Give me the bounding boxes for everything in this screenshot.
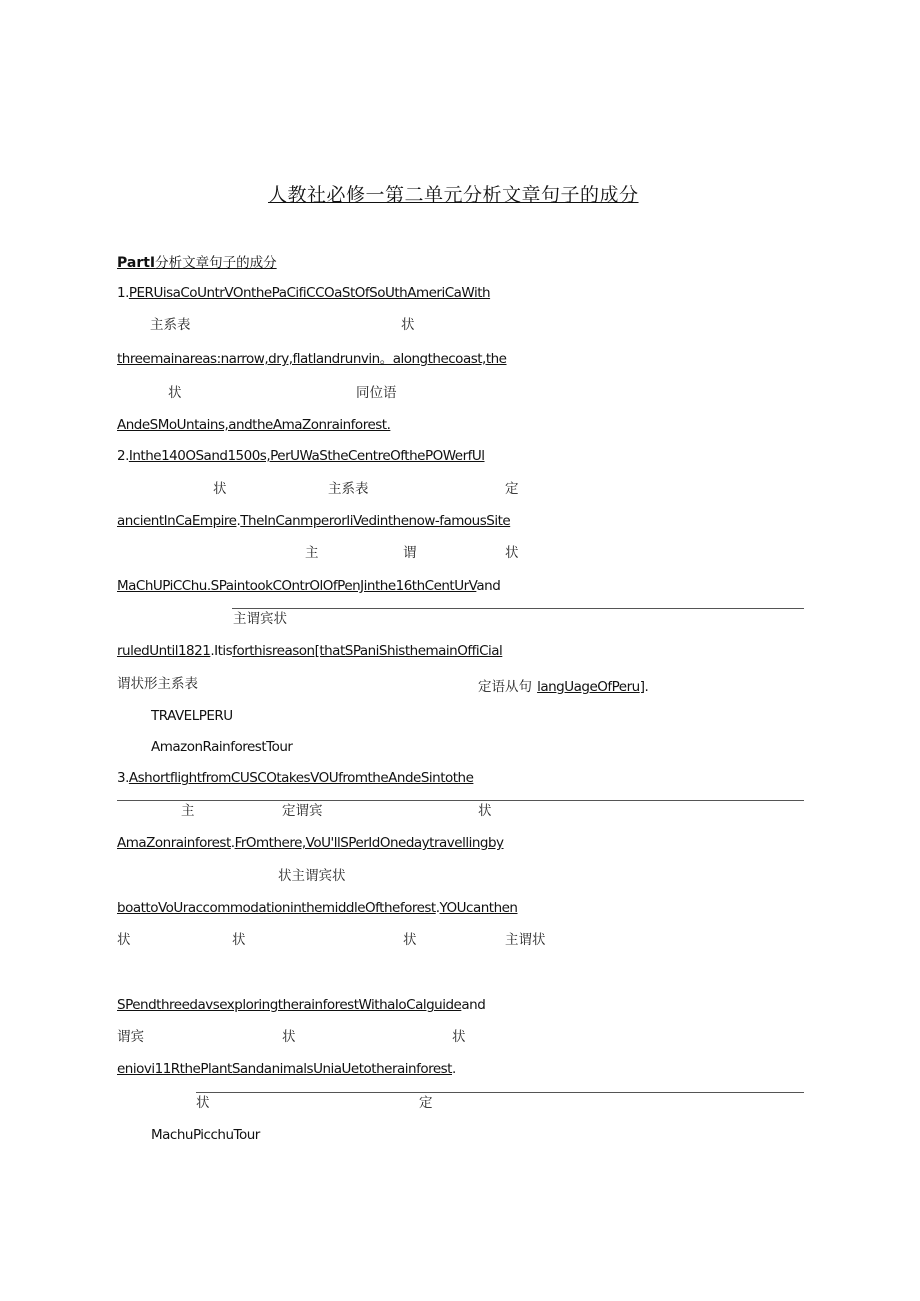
grammar-label: 定 [419, 1095, 433, 1111]
sentence-text: SPendthreedavsexploringtherainforestWithaIoCalguide [117, 997, 462, 1013]
sentence-number: 2. [117, 448, 129, 464]
sentence-number: 3. [117, 770, 129, 786]
grammar-label: 定语从句 [478, 679, 532, 695]
grammar-label: 主系表 [150, 317, 191, 333]
sentence-line [117, 645, 502, 659]
sentence-text: PERUisaCoUntrVOnthePaCifiCCOaStOfSoUthAmeriCaWith [128, 285, 491, 301]
sentence-text: ancientInCaEmpire [117, 513, 237, 529]
sentence-text: and [461, 997, 486, 1013]
divider-line [117, 800, 804, 801]
sentence-text: . [236, 513, 241, 529]
sentence-text: ruledUntil1821 [117, 643, 211, 659]
sentence-number: 1. [117, 285, 129, 301]
grammar-label: 主系表 [328, 481, 369, 497]
divider-line [232, 608, 804, 609]
sentence-text: . [230, 835, 235, 851]
grammar-label: 谓状形主系表 [117, 676, 198, 692]
sentence-text: and [476, 578, 501, 594]
grammar-label: 状主谓宾状 [278, 868, 346, 884]
sentence-line [117, 772, 473, 786]
grammar-label: 状 [282, 1029, 296, 1045]
sentence-text: langUageOfPeru [537, 679, 640, 695]
sentence-text: TheInCanmperorIiVedinthenow-famousSite [240, 513, 511, 529]
sentence-text: AmaZonrainforest [117, 835, 231, 851]
sentence-line [117, 1063, 456, 1077]
sentence-text: . [451, 1061, 456, 1077]
sentence-line [117, 450, 485, 464]
grammar-label: 状 [213, 481, 227, 497]
grammar-label: 主 [305, 545, 319, 561]
grammar-label: 状 [505, 545, 519, 561]
sentence-text: . [435, 900, 440, 916]
heading-tour: AmazonRainforestTour [151, 739, 293, 755]
sentence-text: ]. [639, 679, 649, 695]
grammar-label: 状 [401, 317, 415, 333]
grammar-label: 定 [505, 481, 519, 497]
clause-label [478, 678, 648, 695]
sentence-text: forthisreason[thatSPaniShisthemainOffiCial [232, 643, 503, 659]
sentence-line: threemainareas:narrow,dry,flatlandrunvin。alongthecoast,the [117, 351, 507, 367]
grammar-label: 同位语 [356, 385, 397, 401]
sentence-text: Inthe140OSand1500s,PerUWaStheCentreOfthePOWerfUl [128, 448, 485, 464]
grammar-label: 状 [232, 932, 246, 948]
sentence-text: MaChUPiCChu.SPaintookCOntrOlOfPenJinthe16thCentUrV [117, 578, 477, 594]
sentence-text: YOUcanthen [439, 900, 518, 916]
divider-line [196, 1092, 804, 1093]
sentence-text: eniovi11RthePlantSandanimalsUniaUetotherainforest [117, 1061, 452, 1077]
part-label: PartI [117, 255, 156, 271]
part-subtitle: 分析文章句子的成分 [155, 255, 277, 271]
grammar-label: 状 [196, 1095, 210, 1111]
heading-tour: MachuPicchuTour [151, 1127, 260, 1143]
sentence-line [117, 287, 490, 301]
sentence-line [117, 515, 510, 529]
grammar-label: 状 [478, 803, 492, 819]
grammar-label: 主 [181, 803, 195, 819]
sentence-text: boattoVoUraccommodationinthemiddleOftheforest [117, 900, 436, 916]
grammar-label: 主谓状 [505, 932, 546, 948]
sentence-line [117, 999, 485, 1013]
sentence-line: AndeSMoUntains,andtheAmaZonrainforest. [117, 417, 391, 433]
part-heading [117, 254, 277, 271]
grammar-label: 主谓宾状 [233, 611, 287, 627]
grammar-label: 状 [117, 932, 131, 948]
sentence-line [117, 580, 500, 594]
sentence-text: .Itis [210, 643, 233, 659]
sentence-text: FrOmthere,VoU'llSPerIdOnedaytravellingby [234, 835, 504, 851]
grammar-label: 谓宾 [117, 1029, 144, 1045]
grammar-label: 定谓宾 [282, 803, 323, 819]
heading-travel: TRAVELPERU [151, 708, 233, 724]
sentence-line [117, 837, 504, 851]
sentence-line [117, 902, 518, 916]
grammar-label: 谓 [403, 545, 417, 561]
sentence-text: AshortflightfromCUSCOtakesVOUfromtheAndeSintothe [128, 770, 474, 786]
grammar-label: 状 [168, 385, 182, 401]
grammar-label: 状 [452, 1029, 466, 1045]
page-title: 人教社必修一第二单元分析文章句子的成分 [268, 184, 639, 206]
grammar-label: 状 [403, 932, 417, 948]
